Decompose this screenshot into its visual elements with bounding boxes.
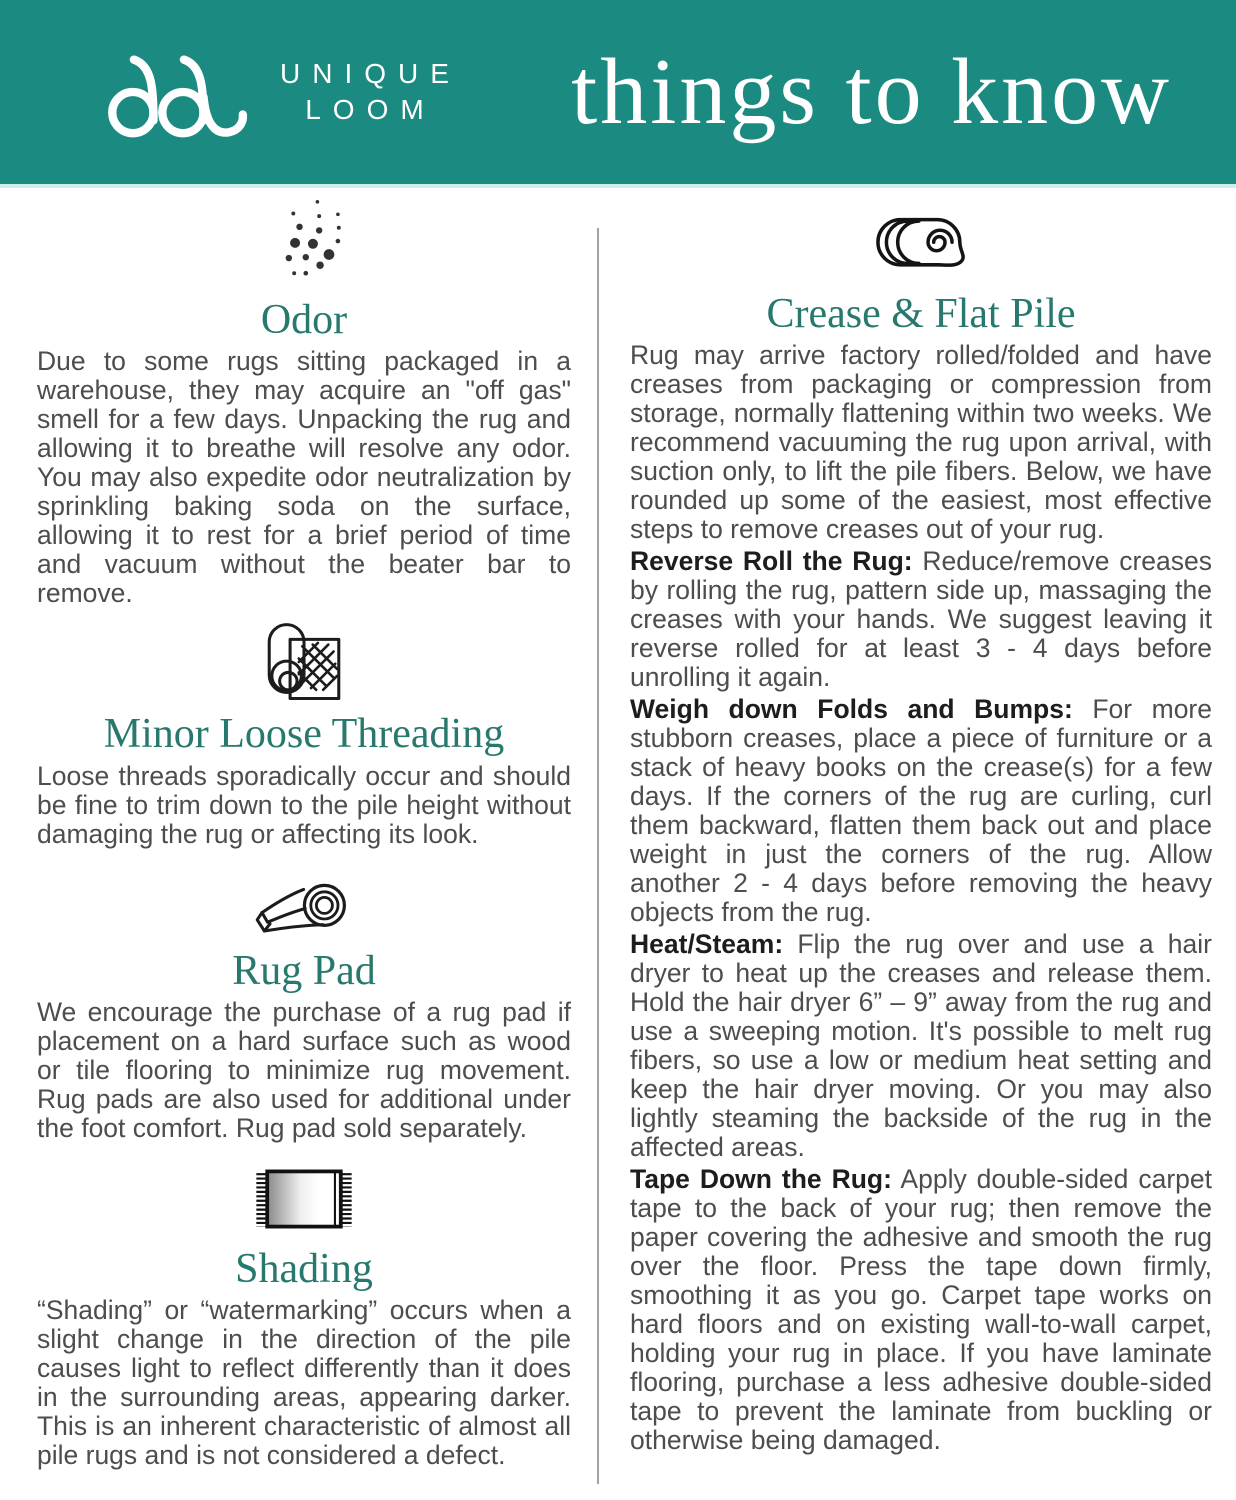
section-intro-crease: Rug may arrive factory rolled/folded and have creases from packaging or compression from storage, normally flattening within two weeks. We recommend vacuuming the rug upon arrival, with suction only, to lift the pile fibers. Below, we have rounded up some of the easiest, most effective steps to remove creases out of your rug. (630, 340, 1212, 545)
unique-loom-logo-icon (104, 40, 254, 144)
tip-weigh-down (630, 695, 1212, 927)
section-odor (37, 196, 571, 608)
rolled-rug-side-view-icon (630, 214, 1212, 274)
tip-text: Flip the rug over and use a hair dryer to heat up the creases and release them. Hold the hair dryer 6” – 9” away from the rug and use a sweeping motion. It's possible to melt rug fibers, so use a low or medium heat setting and keep the hair dryer moving. Or you may also lightly steaming the backside of the rug in the affected areas. (630, 929, 1212, 1163)
section-heading-crease: Crease & Flat Pile (766, 291, 1076, 337)
section-shading (37, 1167, 571, 1470)
section-heading-shading: Shading (235, 1245, 373, 1292)
brand-line1: UNIQUE (280, 57, 461, 89)
tip-text: For more stubborn creases, place a piece of furniture or a stack of heavy books on the crease(s) for a few days. If the corners of the rug are curling, curl them backward, flatten them back out and place weight in just the corners of the rug. Allow another 2 - 4 days before removing the heavy objects from the rug. (630, 694, 1212, 928)
header-banner (0, 0, 1236, 188)
section-body-odor: Due to some rugs sitting packaged in a warehouse, they may acquire an "off gas" smell for a few days. Unpacking the rug and allowing it to breathe will resolve any odor. You may also expedite odor neutralization by sprinkling baking soda on the surface, allowing it to rest for a brief period of time and vacuum without the beater bar to remove. (37, 346, 571, 609)
content-area (0, 188, 1236, 1496)
section-body-shading: “Shading” or “watermarking” occurs when a slight change in the direction of the pile causes light to reflect differently than it does in the surrounding areas, appearing darker. This is an inherent characteristic of almost all pile rugs and is not considered a defect. (37, 1295, 571, 1471)
tip-label: Tape Down the Rug: (630, 1164, 892, 1195)
section-threading (37, 622, 571, 848)
odor-sprinkle-dots-icon (37, 196, 571, 288)
column-divider (597, 228, 599, 1484)
rug-pad-roll-icon (37, 871, 571, 939)
tip-heat-steam (630, 930, 1212, 1162)
brand (104, 40, 461, 144)
section-rug-pad (37, 871, 571, 1143)
tip-text: Reduce/remove creases by rolling the rug, pattern side up, massaging the creases with your hands. We suggest leaving it reverse rolled for at least 3 - 4 days before unrolling it again. (630, 546, 1212, 693)
right-column (597, 188, 1236, 1455)
section-heading-rug-pad: Rug Pad (232, 947, 376, 994)
tip-label: Weigh down Folds and Bumps: (630, 694, 1073, 725)
brand-wordmark (280, 56, 461, 129)
tip-reverse-roll (630, 547, 1212, 692)
section-body-rug-pad: We encourage the purchase of a rug pad if placement on a hard surface such as wood or tile flooring to minimize rug movement. Rug pads are also used for additional under the foot comfort. Rug pad sold separately. (37, 996, 571, 1143)
section-heading-odor: Odor (260, 297, 348, 343)
left-column (0, 188, 597, 1470)
fringed-rug-shading-icon (37, 1167, 571, 1231)
tip-tape-down (630, 1165, 1212, 1455)
section-body-threading: Loose threads sporadically occur and should be fine to trim down to the pile height without damaging the rug or affecting its look. (37, 760, 571, 849)
page-title: things to know (571, 40, 1172, 144)
section-crease-flat-pile (630, 214, 1212, 1455)
section-heading-threading: Minor Loose Threading (103, 711, 505, 758)
tip-label: Heat/Steam: (630, 929, 784, 960)
unrolling-rug-crosshatch-icon (37, 622, 571, 702)
tip-text: Apply double-sided carpet tape to the back of your rug; then remove the paper covering the adhesive and smooth the rug over the floor. Press the tape down firmly, smoothing it as you go. Carpet tape works on hard floors and on existing wall-to-wall carpet, holding your rug in place. If you have laminate flooring, purchase a less adhesive double-sided tape to prevent the laminate from buckling or otherwise being damaged. (630, 1164, 1212, 1456)
brand-line2: LOOM (305, 94, 436, 125)
tip-label: Reverse Roll the Rug: (630, 546, 913, 577)
